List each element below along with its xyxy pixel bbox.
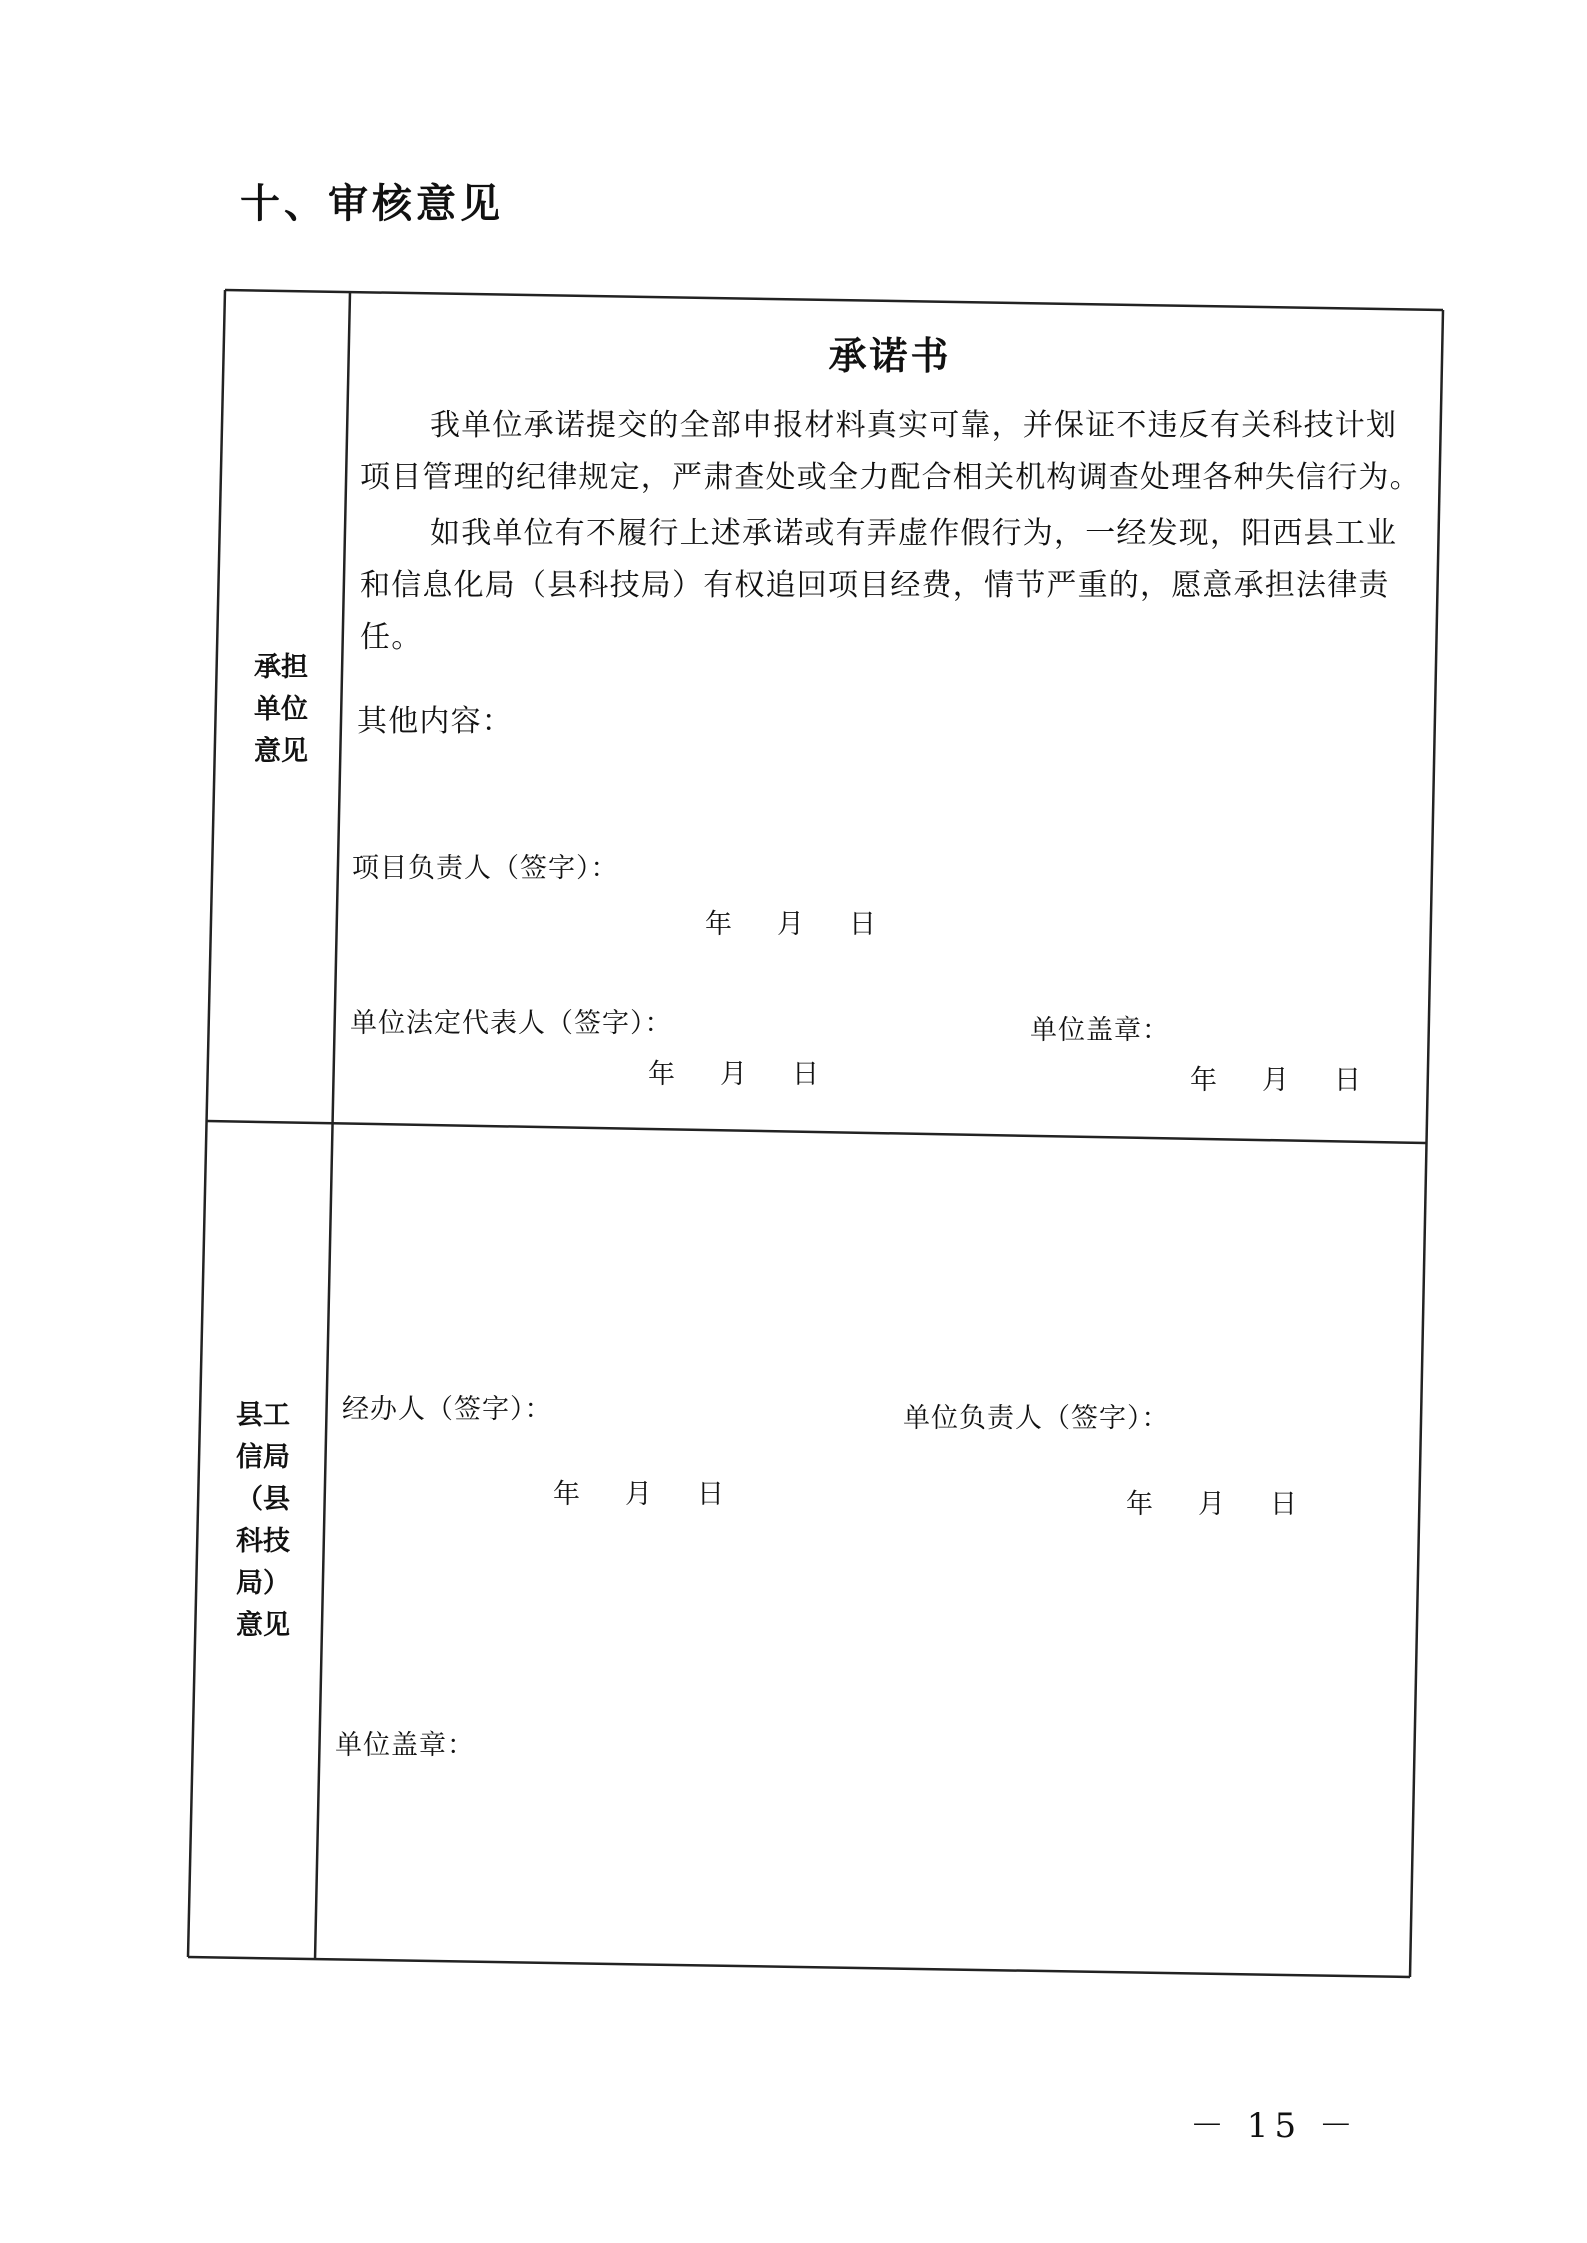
table-bottom-border (188, 1957, 1410, 1977)
unit-head-signature-label: 单位负责人（签字）： (903, 1403, 1170, 1434)
label-line: 单位 (254, 694, 308, 725)
date-day: 日 (697, 1479, 724, 1510)
date-year: 年 (1190, 1065, 1217, 1096)
commitment-paragraph-1-line-2: 项目管理的纪律规定，严肃查处或全力配合相关机构调查处理各种失信行为。 (360, 460, 1421, 495)
date-year: 年 (1126, 1489, 1153, 1520)
date-month: 月 (720, 1059, 747, 1090)
table-left-border (188, 290, 225, 1957)
date-year: 年 (648, 1059, 675, 1090)
label-column-divider (315, 292, 350, 1960)
date-day: 日 (849, 909, 876, 940)
commitment-paragraph-2-line-2: 和信息化局（县科技局）有权追回项目经费，情节严重的，愿意承担法律责 (360, 568, 1390, 603)
label-line: 承担 (254, 652, 308, 683)
section-heading: 十、审核意见 (240, 181, 504, 227)
page-number: － 15 － (1190, 2106, 1359, 2146)
table-top-border (225, 290, 1443, 310)
date-month: 月 (777, 909, 804, 940)
legal-representative-signature-label: 单位法定代表人（签字）： (350, 1008, 673, 1039)
row-divider (207, 1121, 1426, 1143)
project-leader-date (705, 902, 921, 941)
section1-seal-date (1190, 1058, 1406, 1097)
commitment-paragraph-2-line-1: 如我单位有不履行上述承诺或有弄虚作假行为，一经发现，阳西县工业 (430, 516, 1398, 551)
section2-label (218, 1395, 308, 1647)
date-month: 月 (1198, 1489, 1225, 1520)
date-day: 日 (792, 1059, 819, 1090)
handler-date (553, 1472, 769, 1511)
date-month: 月 (1262, 1065, 1289, 1096)
unit-head-date (1126, 1482, 1342, 1521)
other-content-label: 其他内容： (357, 704, 513, 739)
section1-label (236, 647, 326, 773)
project-leader-signature-label: 项目负责人（签字）： (352, 853, 619, 884)
label-line: 县工 (236, 1400, 290, 1431)
section1-unit-seal-label: 单位盖章： (1030, 1015, 1170, 1046)
label-line: （县 (236, 1484, 290, 1515)
legal-representative-date (648, 1052, 864, 1091)
commitment-title: 承诺书 (828, 334, 952, 378)
label-line: 意见 (254, 736, 308, 767)
label-line: 科技 (236, 1526, 290, 1557)
commitment-paragraph-2-line-3: 任。 (360, 620, 423, 655)
label-line: 信局 (236, 1442, 290, 1473)
section2-unit-seal-label: 单位盖章： (335, 1730, 475, 1761)
label-line: 局） (236, 1568, 290, 1599)
date-year: 年 (705, 909, 732, 940)
commitment-paragraph-1-line-1: 我单位承诺提交的全部申报材料真实可靠，并保证不违反有关科技计划 (430, 408, 1398, 443)
date-day: 日 (1270, 1489, 1297, 1520)
date-month: 月 (625, 1479, 652, 1510)
date-year: 年 (553, 1479, 580, 1510)
handler-signature-label: 经办人（签字）： (342, 1394, 553, 1425)
date-day: 日 (1334, 1065, 1361, 1096)
label-line: 意见 (236, 1610, 290, 1641)
